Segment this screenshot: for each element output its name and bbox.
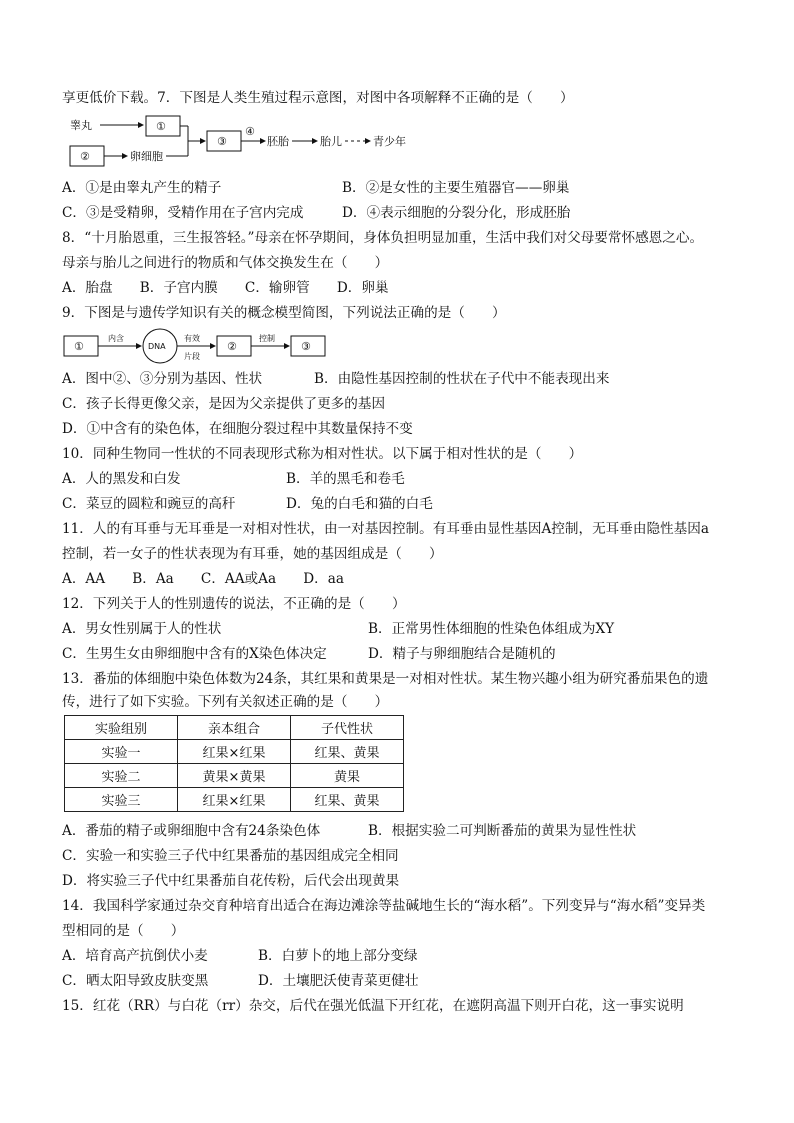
q7-option-a: A．①是由睾丸产生的精子 — [62, 180, 222, 196]
table-header-row — [65, 716, 404, 740]
table-row — [65, 740, 404, 764]
diagram7-fetus: 胎儿 — [320, 135, 342, 148]
table-row — [65, 764, 404, 788]
q9-option-a: A．图中②、③分别为基因、性状 — [62, 371, 263, 387]
question-13-stem-2: 传，进行了如下实验。下列有关叙述正确的是（ ） — [62, 694, 389, 710]
table-cell: 黄果 — [291, 764, 404, 788]
question-8-stem-2: 母亲与胎儿之间进行的物质和气体交换发生在（ ） — [62, 255, 389, 271]
table-cell: 实验一 — [65, 740, 178, 764]
question-9-stem: 9．下图是与遗传学知识有关的概念模型简图，下列说法正确的是（ ） — [62, 305, 506, 321]
q9-option-d: D．①中含有的染色体，在细胞分裂过程中其数量保持不变 — [62, 421, 413, 437]
diagram9-n1: ① — [74, 340, 84, 353]
q7-option-b: B．②是女性的主要生殖器官——卵巢 — [342, 180, 570, 196]
q14-option-b: B．白萝卜的地上部分变绿 — [258, 948, 418, 964]
question-11-stem-2: 控制，若一女子的性状表现为有耳垂，她的基因组成是（ ） — [62, 546, 443, 562]
table-cell: 实验二 — [65, 764, 178, 788]
question-10-stem: 10．同种生物同一性状的不同表现形式称为相对性状。以下属于相对性状的是（ ） — [62, 446, 583, 462]
table-header-cell: 子代性状 — [291, 716, 404, 740]
diagram7-n2: ② — [80, 150, 90, 163]
reproduction-process-diagram — [62, 113, 406, 175]
q12-option-d: D．精子与卵细胞结合是随机的 — [368, 646, 556, 662]
q7-option-c: C．③是受精卵，受精作用在子宫内完成 — [62, 205, 304, 221]
question-12-stem: 12．下列关于人的性别遗传的说法，不正确的是（ ） — [62, 596, 406, 612]
q13-option-c: C．实验一和实验三子代中红果番茄的基因组成完全相同 — [62, 848, 399, 864]
diagram7-youth: 青少年 — [373, 135, 406, 148]
q8-options: A．胎盘 B．子宫内膜 C．输卵管 D．卵巢 — [62, 280, 389, 296]
q13-option-a: A．番茄的精子或卵细胞中含有24条染色体 — [62, 823, 321, 839]
diagram7-embryo: 胚胎 — [267, 135, 289, 148]
table-row — [65, 788, 404, 812]
question-11-stem-1: 11．人的有耳垂与无耳垂是一对相对性状，由一对基因控制。有耳垂由显性基因A控制，无耳垂由隐性基因a — [62, 521, 709, 537]
table-cell: 红果、黄果 — [291, 740, 404, 764]
q10-option-b: B．羊的黑毛和卷毛 — [286, 471, 405, 487]
table-cell: 红果、黄果 — [291, 788, 404, 812]
q12-option-a: A．男女性别属于人的性状 — [62, 621, 222, 637]
q14-option-d: D．土壤肥沃使青菜更健壮 — [258, 973, 419, 989]
question-8-stem-1: 8．“十月胎恩重，三生报答轻。”母亲在怀孕期间，身体负担明显加重，生活中我们对父母要常怀感恩之心。 — [62, 230, 704, 246]
q7-option-d: D．④表示细胞的分裂分化，形成胚胎 — [342, 205, 571, 221]
diagram9-dna: DNA — [148, 342, 166, 351]
q12-option-c: C．生男生女由卵细胞中含有的X染色体决定 — [62, 646, 327, 662]
q9-option-b: B．由隐性基因控制的性状在子代中不能表现出来 — [314, 371, 610, 387]
q10-option-d: D．兔的白毛和猫的白毛 — [286, 496, 433, 512]
q12-option-b: B．正常男性体细胞的性染色体组成为XY — [368, 621, 615, 637]
table-header-cell: 实验组别 — [65, 716, 178, 740]
diagram7-n4: ④ — [245, 125, 255, 138]
diagram7-n3: ③ — [217, 135, 227, 148]
genetics-concept-diagram — [62, 328, 332, 364]
q9-option-c: C．孩子长得更像父亲，是因为父亲提供了更多的基因 — [62, 396, 386, 412]
q10-option-c: C．菜豆的圆粒和豌豆的高秆 — [62, 496, 236, 512]
question-7-stem: 享更低价下载。7．下图是人类生殖过程示意图，对图中各项解释不正确的是（ ） — [62, 90, 574, 106]
q11-options: A．AA B．Aa C．AA或Aa D．aa — [62, 571, 344, 587]
q13-option-b: B．根据实验二可判断番茄的黄果为显性性状 — [368, 823, 637, 839]
diagram7-n1: ① — [156, 120, 166, 133]
diagram9-contains: 内含 — [108, 334, 124, 343]
q14-option-a: A．培育高产抗倒伏小麦 — [62, 948, 208, 964]
table-cell: 实验三 — [65, 788, 178, 812]
question-15-stem: 15．红花（RR）与白花（rr）杂交，后代在强光低温下开红花，在遮阴高温下则开白花，这一事实说明 — [62, 998, 684, 1014]
diagram9-n2: ② — [227, 340, 237, 353]
diagram9-segment: 片段 — [184, 352, 200, 361]
diagram9-effective: 有效 — [184, 334, 200, 343]
table-cell: 红果×红果 — [178, 788, 291, 812]
question-14-stem-2: 型相同的是（ ） — [62, 923, 185, 939]
diagram7-egg: 卵细胞 — [130, 150, 163, 163]
q10-option-a: A．人的黑发和白发 — [62, 471, 181, 487]
table-cell: 红果×红果 — [178, 740, 291, 764]
diagram9-control: 控制 — [259, 334, 275, 343]
q13-option-d: D．将实验三子代中红果番茄自花传粉，后代会出现黄果 — [62, 873, 400, 889]
diagram7-testis: 睾丸 — [70, 119, 92, 132]
table-cell: 黄果×黄果 — [178, 764, 291, 788]
experiment-table — [64, 715, 404, 812]
question-14-stem-1: 14．我国科学家通过杂交育种培育出适合在海边滩涂等盐碱地生长的“海水稻”。下列变异与“海水稻”变异类 — [62, 898, 706, 914]
table-header-cell: 亲本组合 — [178, 716, 291, 740]
q14-option-c: C．晒太阳导致皮肤变黑 — [62, 973, 209, 989]
question-13-stem-1: 13．番茄的体细胞中染色体数为24条，其红果和黄果是一对相对性状。某生物兴趣小组为研究番茄果色的遗 — [62, 671, 709, 687]
diagram9-n3: ③ — [301, 340, 311, 353]
